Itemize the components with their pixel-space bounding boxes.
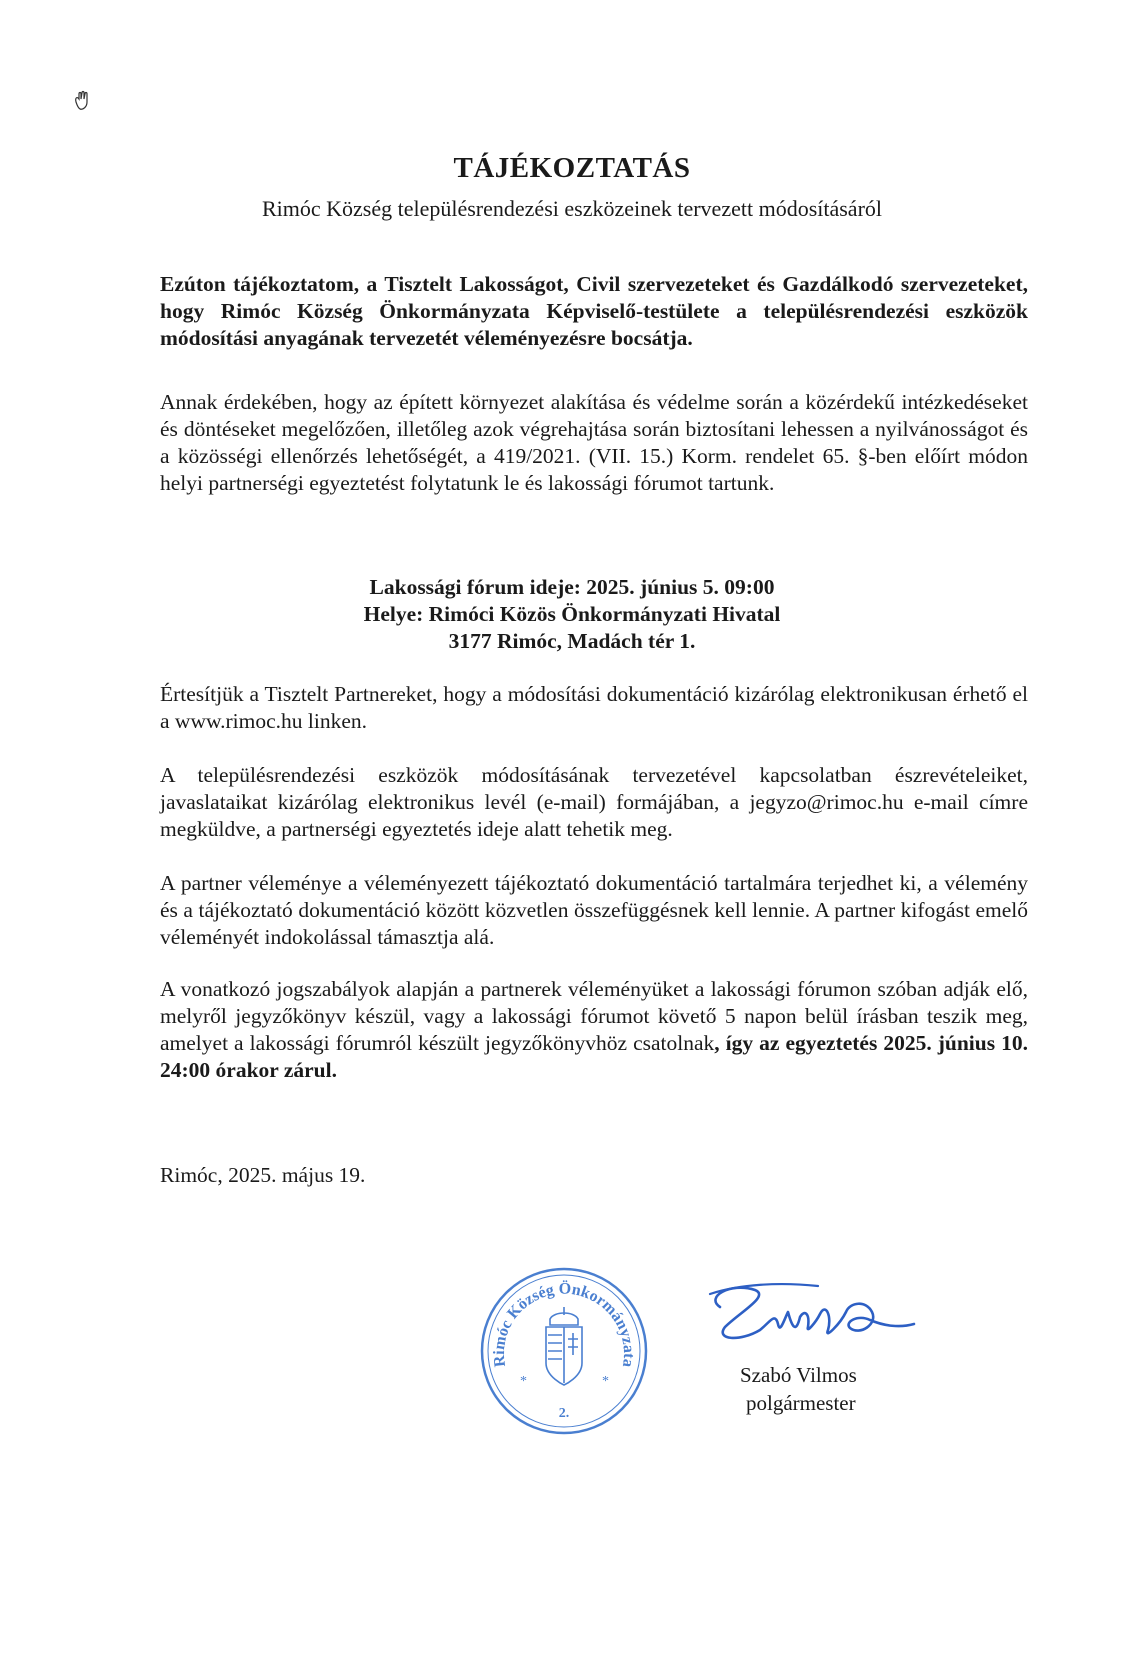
comments-paragraph: A településrendezési eszközök módosításának tervezetével kapcsolatban észrevételeiket, javaslataikat kizárólag elektronikus levél (e-mail) formájában, a jegyzo@rimoc.hu e-mail címre megküldve, a partnerségi egyeztetés ideje alatt tehetik meg. xyxy=(160,763,1028,841)
forum-place: Helye: Rimóci Közös Önkormányzati Hivatal xyxy=(363,602,781,626)
purpose-paragraph: Annak érdekében, hogy az épített környezet alakítása és védelme során a közérdekű intézkedéseket és döntéseket megelőzően, illetőleg azok végrehajtása során biztosítani lehessen a nyilvánosságot és a közösségi ellenőrzés lehetőségét, a 419/2021. (VII. 15.) Korm. rendelet 65. §-ben előírt módon helyi partnerségi egyeztetést folytatunk le és lakossági fórumot tartunk. xyxy=(160,390,1028,495)
signer-name: Szabó Vilmos xyxy=(740,1363,857,1387)
partner-paragraph: A partner véleménye a véleményezett tájékoztató dokumentáció tartalmára terjedhet ki, a vélemény és a tájékoztató dokumentáció között közvetlen összefüggésnek kell lennie. A partner kifogást emelő véleményét indokolással támasztja alá. xyxy=(160,871,1028,949)
legal-paragraph xyxy=(160,976,1028,1084)
forum-details xyxy=(0,574,1144,655)
legal-deadline-text: , így az egyeztetés 2025. június 10. 24:00 órakor zárul. xyxy=(160,1031,1028,1082)
stamp-number: 2. xyxy=(558,1406,570,1421)
official-stamp-seal xyxy=(478,1265,650,1437)
handwritten-signature xyxy=(700,1272,930,1362)
forum-address: 3177 Rimóc, Madách tér 1. xyxy=(448,629,696,653)
forum-time: Lakossági fórum ideje: 2025. június 5. 09:00 xyxy=(369,575,775,599)
scan-mark-icon xyxy=(72,90,94,112)
legal-text: A vonatkozó jogszabályok alapján a partnerek véleményüket a lakossági fórumon szóban adják elő, melyről jegyzőkönyv készül, vagy a lakossági fórumot követő 5 napon belül írásban teszik meg, amelyet a lakossági fórumról készült jegyzőkönyvhöz csatolnak xyxy=(160,977,1028,1055)
intro-paragraph: Ezúton tájékoztatom, a Tisztelt Lakosságot, Civil szervezeteket és Gazdálkodó szervezeteket, hogy Rimóc Község Önkormányzata Képviselő-testülete a településrendezési eszközök módosítási anyagának tervezetét véleményezésre bocsátja. xyxy=(160,272,1028,350)
document-subtitle: Rimóc Község településrendezési eszközeinek tervezett módosításáról xyxy=(261,196,883,221)
notice-paragraph: Értesítjük a Tisztelt Partnereket, hogy a módosítási dokumentáció kizárólag elektronikusan érhető el a www.rimoc.hu linken. xyxy=(160,682,1028,733)
document-title: TÁJÉKOZTATÁS xyxy=(453,152,691,184)
date-place: Rimóc, 2025. május 19. xyxy=(160,1163,366,1187)
stamp-text: Rimóc Község Önkormányzata xyxy=(490,1280,638,1369)
svg-text:*: * xyxy=(520,1374,527,1389)
svg-text:*: * xyxy=(602,1374,609,1389)
signer-title: polgármester xyxy=(746,1391,856,1415)
coat-of-arms-icon xyxy=(546,1307,582,1385)
